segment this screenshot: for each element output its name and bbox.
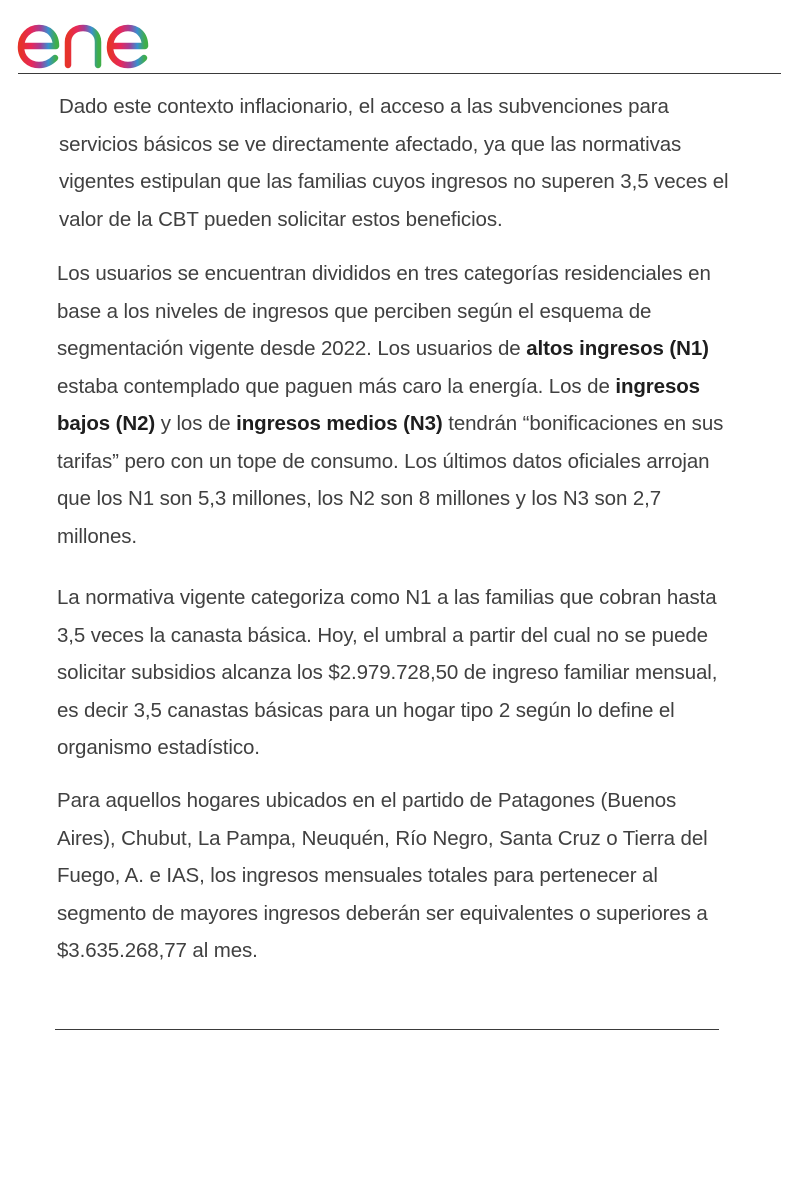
paragraph-context: Dado este contexto inflacionario, el acceso a las subvenciones para servicios básicos se ve directamente afectado, ya que las normativas vigentes estipulan que las familias cuyos ingresos no superen 3,5 veces el valor de la CBT pueden solicitar estos beneficios.	[59, 95, 729, 231]
footer-divider	[55, 1029, 719, 1030]
enel-logo[interactable]	[16, 8, 181, 70]
header-divider	[18, 73, 781, 74]
paragraph-patagonia-threshold: Para aquellos hogares ubicados en el partido de Patagones (Buenos Aires), Chubut, La Pampa, Neuquén, Río Negro, Santa Cruz o Tierra del Fuego, A. e IAS, los ingresos mensuales totales para pertenecer al segmento de mayores ingresos deberán ser equivalentes o superiores a $3.635.268,77 al mes.	[57, 789, 708, 962]
paragraph-categories-text-1: Los usuarios se encuentran divididos en tres categorías residenciales en base a los niveles de ingresos que perciben según el esquema de segmentación vigente desde 2022. Los usuarios de	[57, 262, 711, 360]
paragraph-n1-threshold: La normativa vigente categoriza como N1 a las familias que cobran hasta 3,5 veces la canasta básica. Hoy, el umbral a partir del cual no se puede solicitar subsidios alcanza los $2.979.728,50 de ingreso familiar mensual, es decir 3,5 canastas básicas para un hogar tipo 2 según lo define el organismo estadístico.	[57, 586, 718, 759]
paragraph-categories-text-2: estaba contemplado que paguen más caro la energía. Los de	[57, 374, 616, 398]
bold-high-income-n1: altos ingresos (N1)	[526, 337, 709, 360]
bold-mid-income-n3: ingresos medios (N3)	[236, 412, 443, 435]
paragraph-categories	[57, 255, 737, 555]
paragraph-categories-text-3: y los de	[155, 412, 237, 435]
bold-low-income-n2: ingresos bajos (N2)	[57, 374, 700, 435]
paragraph-categories-text-4: tendrán “bonificaciones en sus tarifas” pero con un tope de consumo. Los últimos datos oficiales arrojan que los N1 son 5,3 millones, los N2 son 8 millones y los N3 son 2,7 millones.	[57, 412, 724, 548]
